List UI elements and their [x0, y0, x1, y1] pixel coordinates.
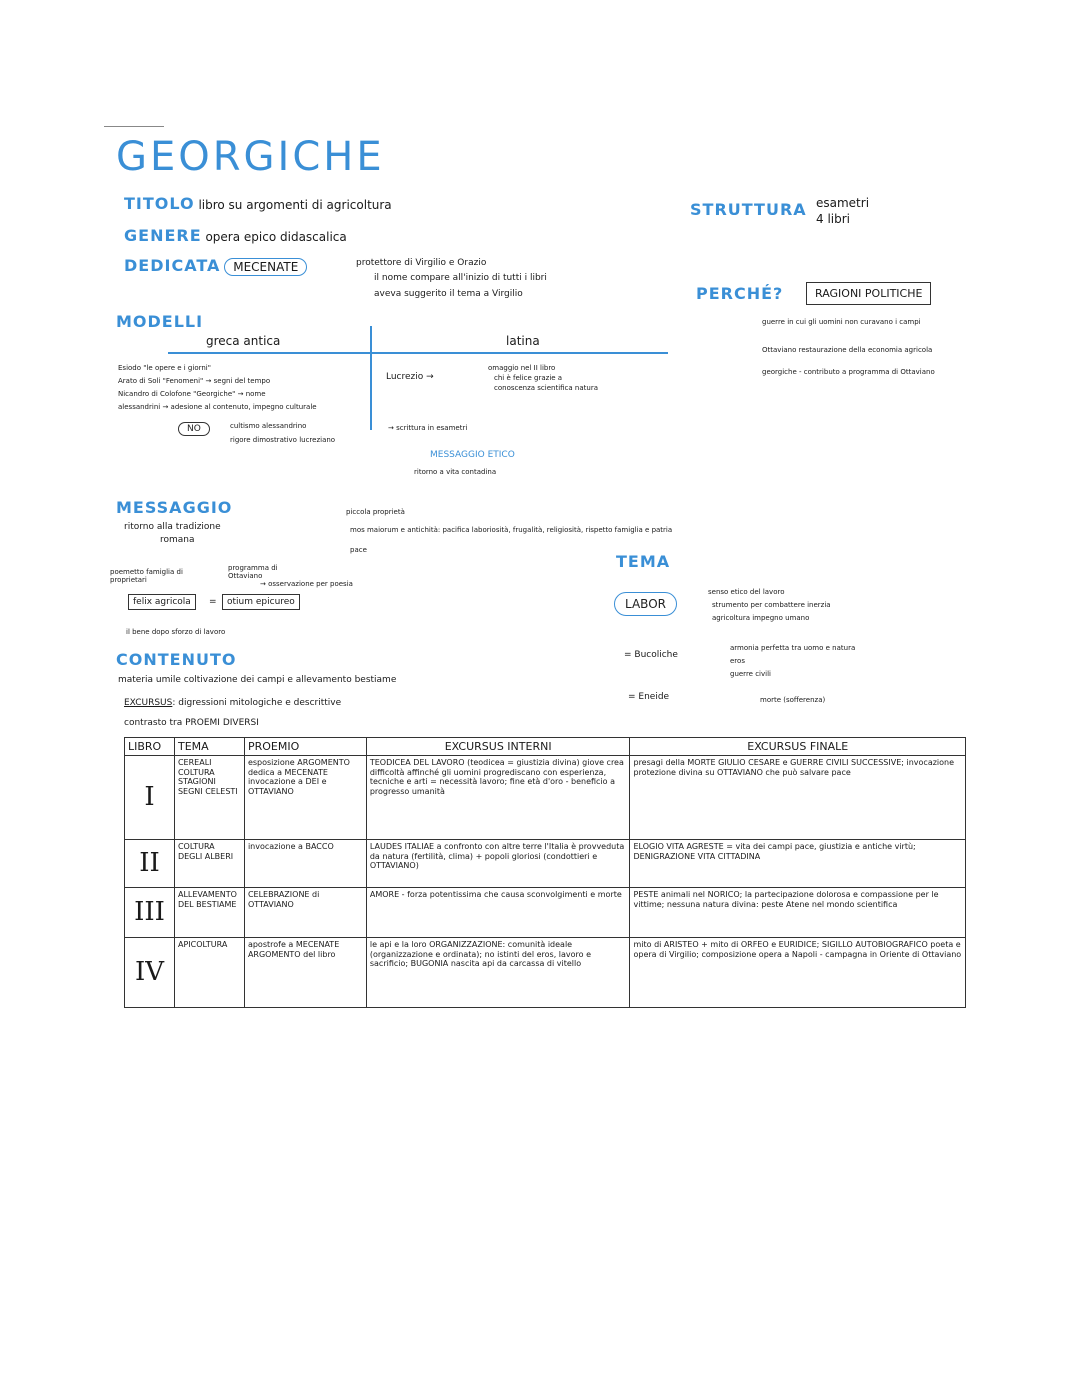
- genere-label: GENERE: [124, 226, 202, 245]
- messaggio-note: il bene dopo sforzo di lavoro: [126, 628, 226, 636]
- row-interni: LAUDES ITALIAE a confronto con altre terre l'Italia è provveduta da natura (fertilità, clima) + popoli gloriosi (condottieri e OTTAVIANO): [366, 840, 630, 888]
- messaggio-line2: romana: [160, 535, 195, 545]
- perche-box: RAGIONI POLITICHE: [806, 282, 931, 305]
- messaggio-otium: otium epicureo: [222, 594, 300, 610]
- tema-b2: eros: [730, 657, 745, 665]
- dedicata-note3: aveva suggerito il tema a Virgilio: [374, 289, 523, 299]
- messaggio-pace: pace: [350, 546, 367, 554]
- contenuto-excursus: EXCURSUS: [124, 698, 173, 708]
- modelli-alessandrini-note: adesione al contenuto, impegno culturale: [170, 403, 317, 411]
- row-finale: PESTE animali nel NORICO; la partecipazione dolorosa e compassione per le vittime; nessuna natura divina: peste Atene nel mondo scientifica: [630, 888, 966, 938]
- row-proemio: apostrofe a MECENATE ARGOMENTO del libro: [244, 938, 366, 1008]
- contenuto-label: CONTENUTO: [116, 650, 237, 669]
- modelli-no: NO: [178, 422, 210, 436]
- tema-b1: armonia perfetta tra uomo e natura: [730, 644, 856, 652]
- genere-row: [124, 226, 347, 245]
- messaggio-programma: programma di Ottaviano: [228, 564, 278, 580]
- contenuto-line1: materia umile coltivazione dei campi e allevamento bestiame: [118, 675, 397, 685]
- modelli-lucrezio-note1: omaggio nel II libro: [488, 364, 556, 372]
- header-tema: TEMA: [174, 738, 244, 756]
- row-proemio: invocazione a BACCO: [244, 840, 366, 888]
- modelli-alessandrini-text: alessandrini: [118, 403, 161, 411]
- modelli-hrule: [168, 352, 668, 354]
- libri-table: [124, 737, 966, 1008]
- perche-line2: Ottaviano restaurazione della economia agricola: [762, 346, 933, 354]
- dedicata-note2: il nome compare all'inizio di tutti i libri: [374, 273, 547, 283]
- struttura-label: STRUTTURA: [690, 200, 807, 219]
- header-libro: LIBRO: [125, 738, 175, 756]
- messaggio-poemetto: poemetto famiglia di proprietari: [110, 568, 183, 584]
- modelli-lucrezio-note3: conoscenza scientifica natura: [494, 384, 598, 392]
- struttura-line1: esametri: [816, 196, 870, 210]
- messaggio-felix: felix agricola: [128, 594, 196, 610]
- row-proemio: CELEBRAZIONE di OTTAVIANO: [244, 888, 366, 938]
- modelli-latina: latina: [506, 334, 540, 348]
- dedicata-label: DEDICATA: [124, 256, 221, 275]
- messaggio-label: MESSAGGIO: [116, 498, 233, 517]
- contenuto-contrasto: contrasto tra PROEMI DIVERSI: [124, 718, 259, 728]
- messaggio-line1: ritorno alla tradizione: [124, 522, 221, 532]
- modelli-nicandro-text: Nicandro di Colofone "Georgiche": [118, 390, 236, 398]
- perche-line3: georgiche - contributo a programma di Ottaviano: [762, 368, 935, 376]
- tema-l1: senso etico del lavoro: [708, 588, 785, 596]
- titolo-label: TITOLO: [124, 194, 195, 213]
- modelli-nicandro: Nicandro di Colofone "Georgiche" → nome: [118, 390, 266, 398]
- tema-b3: guerre civili: [730, 670, 771, 678]
- messaggio-piccola: piccola proprietà: [346, 508, 405, 516]
- header-excursus-interni: EXCURSUS INTERNI: [366, 738, 630, 756]
- page-title: GEORGICHE: [116, 134, 385, 180]
- modelli-lucrezio: Lucrezio →: [386, 372, 434, 382]
- titolo-row: [124, 194, 392, 213]
- dedicata-name: MECENATE: [224, 258, 307, 276]
- row-interni: le api e la loro ORGANIZZAZIONE: comunità ideale (organizzazione e ordinata); no istinti del eros, lavoro e sacrificio; BUGONIA nascita api da carcassa di vitello: [366, 938, 630, 1008]
- contenuto-excursus-text: : digressioni mitologiche e descrittive: [172, 698, 342, 708]
- messaggio-osservazione: → osservazione per poesia: [260, 580, 353, 588]
- titolo-text: libro su argomenti di agricoltura: [198, 198, 392, 212]
- row-libro: III: [125, 888, 175, 938]
- modelli-ritorno: ritorno a vita contadina: [414, 468, 497, 476]
- modelli-scrittura: → scrittura in esametri: [388, 424, 468, 432]
- modelli-label: MODELLI: [116, 312, 204, 331]
- header-excursus-finale: EXCURSUS FINALE: [630, 738, 966, 756]
- modelli-arato: Arato di Soli "Fenomeni" → segni del tempo: [118, 377, 271, 385]
- tema-label: TEMA: [616, 552, 671, 571]
- modelli-lucrezio-text: Lucrezio: [386, 372, 424, 382]
- modelli-nicandro-note: nome: [245, 390, 266, 398]
- modelli-no2: rigore dimostrativo lucreziano: [230, 436, 336, 444]
- perche-line1: guerre in cui gli uomini non curavano i campi: [762, 318, 921, 326]
- messaggio-mos: mos maiorum e antichità: pacifica laboriosità, frugalità, religiosità, rispetto famiglia e patria: [350, 526, 673, 534]
- perche-label: PERCHÉ?: [696, 284, 784, 303]
- modelli-arato-note: segni del tempo: [213, 377, 271, 385]
- genere-text: opera epico didascalica: [205, 230, 347, 244]
- table-row: [125, 840, 966, 888]
- tema-eneide: = Eneide: [628, 692, 670, 702]
- row-proemio: esposizione ARGOMENTO dedica a MECENATE invocazione a DEI e OTTAVIANO: [244, 756, 366, 840]
- row-libro: II: [125, 840, 175, 888]
- tema-labor: LABOR: [614, 592, 677, 616]
- table-row: [125, 888, 966, 938]
- modelli-alessandrini: alessandrini → adesione al contenuto, impegno culturale: [118, 403, 317, 411]
- modelli-vrule: [370, 326, 372, 430]
- row-tema: APICOLTURA: [174, 938, 244, 1008]
- row-libro: I: [125, 756, 175, 840]
- row-tema: COLTURA DEGLI ALBERI: [174, 840, 244, 888]
- row-finale: mito di ARISTEO + mito di ORFEO e EURIDICE; SIGILLO AUTOBIOGRAFICO poeta e opera di Virgilio; composizione opera a Napoli - campagna in Oriente di Ottaviano: [630, 938, 966, 1008]
- row-tema: ALLEVAMENTO DEL BESTIAME: [174, 888, 244, 938]
- row-finale: presagi della MORTE GIULIO CESARE e GUERRE CIVILI SUCCESSIVE; invocazione protezione divina su OTTAVIANO che può salvare pace: [630, 756, 966, 840]
- modelli-scrittura-text: scrittura in esametri: [396, 424, 468, 432]
- top-rule: [104, 126, 164, 127]
- tema-l3: agricoltura impegno umano: [712, 614, 810, 622]
- row-libro: IV: [125, 938, 175, 1008]
- modelli-greca: greca antica: [206, 334, 281, 348]
- tema-l2: strumento per combattere inerzia: [712, 601, 831, 609]
- header-proemio: PROEMIO: [244, 738, 366, 756]
- row-finale: ELOGIO VITA AGRESTE = vita dei campi pace, giustizia e antiche virtù; DENIGRAZIONE VITA CITTADINA: [630, 840, 966, 888]
- messaggio-eq: =: [209, 597, 217, 607]
- row-interni: AMORE - forza potentissima che causa sconvolgimenti e morte: [366, 888, 630, 938]
- row-tema: CEREALI COLTURA STAGIONI SEGNI CELESTI: [174, 756, 244, 840]
- struttura-line2: 4 libri: [816, 212, 851, 226]
- dedicata-row: [124, 256, 307, 275]
- modelli-messaggio-etico: MESSAGGIO ETICO: [430, 450, 515, 460]
- table-row: [125, 756, 966, 840]
- modelli-esiodo: Esiodo "le opere e i giorni": [118, 364, 211, 372]
- row-interni: TEODICEA DEL LAVORO (teodicea = giustizia divina) giove crea difficoltà affinché gli uomini progrediscano con esperienza, tecniche e arti = necessità lavoro; fine età d'oro - beneficio a progresso umanità: [366, 756, 630, 840]
- table-row: [125, 938, 966, 1008]
- table-header-row: [125, 738, 966, 756]
- tema-bucoliche: = Bucoliche: [624, 650, 678, 660]
- contenuto-excursus-row: [124, 698, 341, 708]
- modelli-lucrezio-note2: chi è felice grazie a: [494, 374, 563, 382]
- modelli-no1: cultismo alessandrino: [230, 422, 307, 430]
- messaggio-osservazione-text: osservazione per poesia: [268, 580, 353, 588]
- modelli-arato-text: Arato di Soli "Fenomeni": [118, 377, 204, 385]
- tema-e1: morte (sofferenza): [760, 696, 826, 704]
- dedicata-note1: protettore di Virgilio e Orazio: [356, 258, 487, 268]
